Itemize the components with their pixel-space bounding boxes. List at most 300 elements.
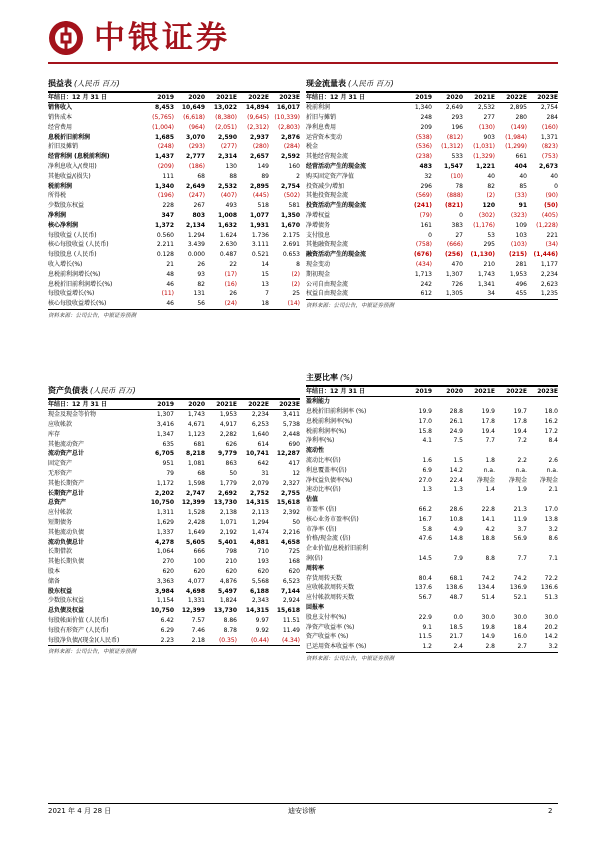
table-cell: 296 <box>420 182 432 190</box>
table-cell: 493 <box>225 202 237 210</box>
ratios-title-text: 主要比率 <box>306 373 338 382</box>
row-label: 运营资本变动 <box>306 133 343 141</box>
table-cell: 277 <box>483 114 495 122</box>
table-cell: 11.51 <box>282 617 300 625</box>
table-cell: 470 <box>451 261 463 269</box>
table-cell: (2) <box>291 270 300 278</box>
column-header-year: 2020 <box>174 93 205 103</box>
table-cell: 27 <box>455 231 463 239</box>
row-label: 每股股息 (人民币) <box>48 251 97 259</box>
table-row <box>48 636 300 646</box>
table-cell: 100 <box>193 558 205 566</box>
table-cell: 951 <box>162 460 174 468</box>
balance-unit: (人民币 百万) <box>90 386 136 395</box>
row-label: 经营利润 (息税前利润) <box>48 153 110 161</box>
table-cell: 0.128 <box>156 251 174 259</box>
table-row <box>48 498 300 508</box>
table-cell: 56.9 <box>513 535 527 543</box>
table-row <box>306 436 558 446</box>
column-header-year: 2020 <box>432 387 463 397</box>
table-row <box>48 240 300 250</box>
table-cell <box>527 544 558 554</box>
table-cell: 1,307 <box>156 411 174 419</box>
table-cell: 710 <box>257 548 269 556</box>
row-label: 净权益负债率(%) <box>306 476 353 484</box>
column-header-year: 2020 <box>174 400 205 410</box>
table-cell <box>432 397 463 407</box>
table-cell: 2,649 <box>186 182 205 190</box>
table-cell: (405) <box>541 212 558 220</box>
table-cell: (888) <box>446 192 463 200</box>
table-cell: 2,392 <box>282 509 300 517</box>
bank-logo-icon <box>48 20 84 56</box>
row-label: 折旧及摊销 <box>48 143 79 151</box>
table-row <box>306 133 558 143</box>
table-cell: 5,497 <box>218 587 237 595</box>
column-header-year: 2022E <box>237 400 269 410</box>
table-cell: 1,081 <box>187 460 205 468</box>
table-cell: 19.4 <box>481 427 495 435</box>
table-cell: 9.92 <box>255 626 269 634</box>
column-header-year: 2022E <box>495 93 527 103</box>
table-cell: (34) <box>545 241 558 249</box>
table-cell: 68 <box>197 172 205 180</box>
table-cell: 74.2 <box>513 574 527 582</box>
table-cell: 221 <box>546 231 558 239</box>
table-cell: 68.1 <box>449 574 463 582</box>
table-row <box>48 299 300 309</box>
table-cell: 1.3 <box>422 486 432 494</box>
table-cell: (17) <box>224 270 237 278</box>
table-cell: 5,605 <box>186 538 205 546</box>
table-cell: 6,253 <box>251 421 269 429</box>
table-cell: (5,765) <box>152 114 174 122</box>
table-cell: 10,750 <box>150 499 174 507</box>
table-row <box>306 613 558 623</box>
table-row <box>306 623 558 633</box>
table-cell: 2,134 <box>186 221 205 229</box>
table-cell: 17.0 <box>418 417 432 425</box>
table-row <box>306 201 558 211</box>
row-label: 已运用资本收益率 (%) <box>306 642 402 652</box>
table-row <box>306 544 558 554</box>
table-row <box>306 270 558 280</box>
table-cell: 2,754 <box>281 182 300 190</box>
table-cell: 净现金 <box>476 476 495 484</box>
table-cell: 3,070 <box>186 133 205 141</box>
table-cell: 31 <box>261 470 269 478</box>
table-cell: (209) <box>157 163 174 171</box>
table-cell: 30.0 <box>513 613 527 621</box>
table-row <box>48 142 300 152</box>
table-cell <box>432 495 463 505</box>
row-label: 息税前利润增长(%) <box>48 270 101 278</box>
table-cell: (1,329) <box>473 153 495 161</box>
row-label: 盈利能力 <box>306 398 331 406</box>
row-label: 流动资产总计 <box>48 450 85 458</box>
table-cell: 1,340 <box>155 182 174 190</box>
table-cell: 1,685 <box>155 133 174 141</box>
table-cell: 16,017 <box>276 104 300 112</box>
column-header-year-end: 年结日：12 月 31 日 <box>48 400 144 410</box>
table-cell: 2,113 <box>251 509 269 517</box>
table-cell: 0.0 <box>453 613 463 621</box>
table-cell: (24) <box>205 299 237 309</box>
table-cell: (50) <box>544 202 558 210</box>
table-cell: 1,305 <box>432 289 463 299</box>
balance-sheet <box>48 385 300 657</box>
table-cell: 2,777 <box>186 153 205 161</box>
column-header-year-end: 年结日：12 月 31 日 <box>306 387 402 397</box>
header-rule <box>48 62 558 64</box>
table-cell: 2,282 <box>219 430 237 438</box>
table-cell: 347 <box>161 212 174 220</box>
row-label: 估值 <box>306 496 319 504</box>
table-cell: 1,640 <box>251 430 269 438</box>
table-cell: 103 <box>515 231 527 239</box>
table-cell: (16) <box>224 280 237 288</box>
table-row <box>48 626 300 636</box>
table-cell: 24.9 <box>449 427 463 435</box>
table-row <box>306 123 558 133</box>
table-cell: 614 <box>257 440 269 448</box>
table-cell: (256) <box>444 251 463 259</box>
table-cell: 1.8 <box>485 457 495 465</box>
table-cell: 280 <box>515 114 527 122</box>
table-row <box>306 642 558 652</box>
table-cell: (2,051) <box>215 123 237 131</box>
column-header-year: 2019 <box>402 387 432 397</box>
table-cell: 5,401 <box>218 538 237 546</box>
table-cell: 9.97 <box>255 617 269 625</box>
table-cell: (247) <box>188 192 205 200</box>
table-cell: 4,698 <box>186 587 205 595</box>
table-cell: 12,399 <box>181 607 205 615</box>
table-cell: 1,077 <box>250 212 269 220</box>
table-cell: 2,234 <box>251 411 269 419</box>
table-cell: 16.7 <box>418 515 432 523</box>
table-cell: 1,931 <box>250 221 269 229</box>
table-cell: 2.211 <box>156 241 174 249</box>
table-cell: 7.5 <box>453 437 463 445</box>
table-cell: (1,031) <box>473 143 495 151</box>
row-label: 核心每股收益 (人民币) <box>48 241 109 249</box>
table-cell: 120 <box>482 202 495 210</box>
table-cell: 26 <box>229 290 237 298</box>
table-row <box>306 407 558 417</box>
table-cell: 3.2 <box>548 525 558 533</box>
table-cell: (1,446) <box>533 251 558 259</box>
row-label: 应收帐款 <box>48 421 73 429</box>
row-label: 每股净负债/(现金)(人民币) <box>48 636 144 646</box>
table-row <box>306 289 558 299</box>
row-label: 其他长期负债 <box>48 558 85 566</box>
table-cell: 2.2 <box>517 457 527 465</box>
table-cell: 1,372 <box>155 221 174 229</box>
row-label: 净利息收入/(费用) <box>48 163 97 171</box>
table-cell: 1,340 <box>414 104 432 112</box>
table-cell: 27.0 <box>418 476 432 484</box>
table-cell: 267 <box>193 202 205 210</box>
table-cell: 18 <box>237 299 269 309</box>
table-cell: 净现金 <box>508 476 527 484</box>
table-cell: 19.8 <box>481 623 495 631</box>
table-cell: (238) <box>415 153 432 161</box>
table-row <box>306 466 558 476</box>
table-cell: 1,824 <box>219 597 237 605</box>
table-cell: 2.8 <box>463 642 495 652</box>
table-cell: 2,202 <box>155 489 174 497</box>
footer-company: 迪安诊断 <box>288 807 316 815</box>
table-cell: 4,876 <box>219 577 237 585</box>
table-row <box>48 260 300 270</box>
table-cell: 2,079 <box>251 479 269 487</box>
table-cell: 7.9 <box>453 555 463 563</box>
row-label: 购买固定资产净值 <box>306 172 355 180</box>
table-cell: 1,064 <box>156 548 174 556</box>
table-cell: 7.1 <box>548 555 558 563</box>
row-label: 息税折旧前利润 <box>48 133 91 141</box>
table-cell: 46 <box>144 299 174 309</box>
table-cell: 620 <box>288 568 300 576</box>
table-cell: 3.2 <box>527 642 558 652</box>
row-label: 投资活动产生的现金流 <box>306 202 367 210</box>
table-cell: 161 <box>420 221 432 229</box>
table-cell: (4.34) <box>269 636 300 646</box>
table-cell: (407) <box>220 192 237 200</box>
table-cell: 28.8 <box>449 408 463 416</box>
table-cell: 1,953 <box>509 270 527 278</box>
table-cell: 1,347 <box>156 430 174 438</box>
row-label: 息税折旧前利润率 (%) <box>306 408 367 416</box>
table-cell: 4.1 <box>422 437 432 445</box>
row-label: 市净率 (倍) <box>306 525 337 533</box>
table-cell: 40 <box>487 172 495 180</box>
table-cell: 1,008 <box>218 212 237 220</box>
table-cell: 1,779 <box>219 479 237 487</box>
row-label: 每股收益增长(%) <box>48 290 95 298</box>
table-cell: 620 <box>193 568 205 576</box>
table-cell: (821) <box>444 202 463 210</box>
table-cell: 2,428 <box>187 519 205 527</box>
table-row <box>306 142 558 152</box>
table-cell: 10,741 <box>245 450 269 458</box>
row-label: 总资产 <box>48 499 67 507</box>
table-cell <box>463 564 495 574</box>
table-cell: 248 <box>420 114 432 122</box>
table-cell: 2 <box>296 172 300 180</box>
table-cell: (812) <box>446 133 463 141</box>
row-label: 市盈率 (倍) <box>306 506 337 514</box>
column-header-year: 2022E <box>237 93 269 103</box>
table-cell: 13,730 <box>213 607 237 615</box>
table-cell: (248) <box>157 143 174 151</box>
table-cell: 6,523 <box>282 577 300 585</box>
table-cell: 48.7 <box>449 594 463 602</box>
table-cell: 2,448 <box>282 430 300 438</box>
table-cell: (79) <box>419 212 432 220</box>
table-cell: 1,632 <box>218 221 237 229</box>
table-row <box>48 616 300 626</box>
table-cell: 2,754 <box>540 104 558 112</box>
table-cell: 7.2 <box>517 437 527 445</box>
table-cell: 21 <box>166 261 174 269</box>
table-cell: 7.7 <box>485 437 495 445</box>
table-cell: 2,924 <box>282 597 300 605</box>
table-cell: 620 <box>162 568 174 576</box>
table-cell: (149) <box>510 123 527 131</box>
table-cell: 40 <box>519 172 527 180</box>
table-cell <box>495 495 527 505</box>
table-cell: (9,645) <box>247 114 269 122</box>
table-cell: 40 <box>550 172 558 180</box>
table-cell: (33) <box>514 192 527 200</box>
key-ratios <box>306 372 558 664</box>
table-cell: 1,350 <box>281 212 300 220</box>
row-label: 企业价值/息税折旧前利 <box>306 545 369 553</box>
row-label: 资产收益率 (%) <box>306 633 349 641</box>
table-cell: 1,598 <box>187 479 205 487</box>
row-label: 支付股息 <box>306 231 331 239</box>
table-row <box>48 596 300 606</box>
row-label: 销售收入 <box>48 104 73 112</box>
table-cell: 2,673 <box>539 163 558 171</box>
table-row <box>48 420 300 430</box>
table-cell: 2,192 <box>219 528 237 536</box>
table-cell: 0 <box>459 212 463 220</box>
table-cell: 22.9 <box>418 613 432 621</box>
ratios-source: 资料来源：公司公告，中银证券预测 <box>306 656 395 663</box>
table-cell: 17.8 <box>513 417 527 425</box>
column-header-year: 2021E <box>205 400 237 410</box>
table-row <box>48 459 300 469</box>
table-cell: (10,339) <box>274 114 300 122</box>
table-row <box>306 603 558 613</box>
table-row <box>48 289 300 299</box>
table-row <box>48 449 300 459</box>
column-header-year: 2021E <box>463 93 495 103</box>
table-cell: 50 <box>292 519 300 527</box>
table-cell: 19.7 <box>513 408 527 416</box>
table-cell: 2,592 <box>281 153 300 161</box>
table-cell: 8,453 <box>155 104 174 112</box>
table-cell: (0.44) <box>237 636 269 646</box>
table-cell: 3,363 <box>156 577 174 585</box>
table-cell <box>402 564 432 574</box>
column-header-year: 2023E <box>527 387 558 397</box>
table-cell: 111 <box>162 172 174 180</box>
table-cell: 0.653 <box>282 251 300 259</box>
table-cell: 2,692 <box>218 489 237 497</box>
row-label: 利息覆盖率(倍) <box>306 466 347 474</box>
table-cell: 8.4 <box>548 437 558 445</box>
table-cell: 293 <box>451 114 463 122</box>
column-header-year-end: 年结日：12 月 31 日 <box>306 93 402 103</box>
row-label: 流动性 <box>306 447 325 455</box>
row-label: 速动比率(倍) <box>306 486 341 494</box>
row-label: 应付帐款 <box>48 509 73 517</box>
table-row <box>306 632 558 642</box>
ratios-title <box>306 372 558 384</box>
table-cell: 3.111 <box>251 241 269 249</box>
column-header-year-end: 年结日：12 月 31 日 <box>48 93 144 103</box>
table-cell: 7,144 <box>281 587 300 595</box>
income-title <box>48 78 300 90</box>
table-cell: 6,705 <box>155 450 174 458</box>
footer-page: 2 <box>548 807 553 815</box>
table-cell: 642 <box>257 460 269 468</box>
table-row <box>48 221 300 231</box>
table-cell: 2.23 <box>144 636 174 646</box>
table-cell: 1,071 <box>219 519 237 527</box>
table-cell: 1.9 <box>517 486 527 494</box>
table-header-row <box>48 400 300 410</box>
table-cell: (215) <box>508 251 527 259</box>
table-cell <box>495 446 527 456</box>
table-cell: 1.294 <box>187 231 205 239</box>
table-header-row <box>306 93 558 103</box>
row-label: 其他流动资产 <box>48 440 85 448</box>
table-cell: 17.0 <box>544 506 558 514</box>
table-cell: (186) <box>188 163 205 171</box>
table-cell <box>495 397 527 407</box>
income-source: 资料来源：公司公告，中银证券预测 <box>48 313 137 320</box>
column-header-year: 2019 <box>144 93 174 103</box>
row-label: 折旧与摊销 <box>306 114 337 122</box>
table-cell <box>432 564 463 574</box>
table-cell: (434) <box>415 261 432 269</box>
table-row <box>306 564 558 574</box>
table-cell: 6.42 <box>160 617 174 625</box>
table-row <box>306 260 558 270</box>
table-cell: 210 <box>483 261 495 269</box>
table-row <box>306 182 558 192</box>
table-cell: 7.7 <box>517 555 527 563</box>
table-cell: 50 <box>229 470 237 478</box>
table-row <box>306 505 558 515</box>
table-cell: 2.18 <box>174 636 205 646</box>
table-cell: 2,755 <box>281 489 300 497</box>
table-row <box>306 515 558 525</box>
table-cell: 79 <box>166 470 174 478</box>
row-label: 长期资产总计 <box>48 489 85 497</box>
table-cell <box>527 446 558 456</box>
table-cell: (1,312) <box>441 143 463 151</box>
table-cell <box>527 495 558 505</box>
table-cell: 1,371 <box>540 133 558 141</box>
table-cell: 7 <box>265 290 269 298</box>
table-cell: 1,307 <box>445 270 463 278</box>
row-label: 周转率 <box>306 564 325 572</box>
table-cell: 149 <box>257 163 269 171</box>
table-cell: 1,474 <box>251 528 269 536</box>
table-cell <box>463 544 495 554</box>
table-row <box>48 113 300 123</box>
table-cell: 1,341 <box>477 280 495 288</box>
table-cell: 66.2 <box>418 506 432 514</box>
table-cell: 136.6 <box>540 584 558 592</box>
table-row <box>306 485 558 495</box>
table-cell: 136.9 <box>509 584 527 592</box>
table-cell: 1.5 <box>453 457 463 465</box>
table-cell: 4,881 <box>250 538 269 546</box>
table-cell: 2,752 <box>250 489 269 497</box>
table-cell: (8,380) <box>215 114 237 122</box>
income-title-text: 损益表 <box>48 79 72 88</box>
table-row <box>306 103 558 113</box>
table-cell: 12,399 <box>181 499 205 507</box>
table-row <box>306 231 558 241</box>
